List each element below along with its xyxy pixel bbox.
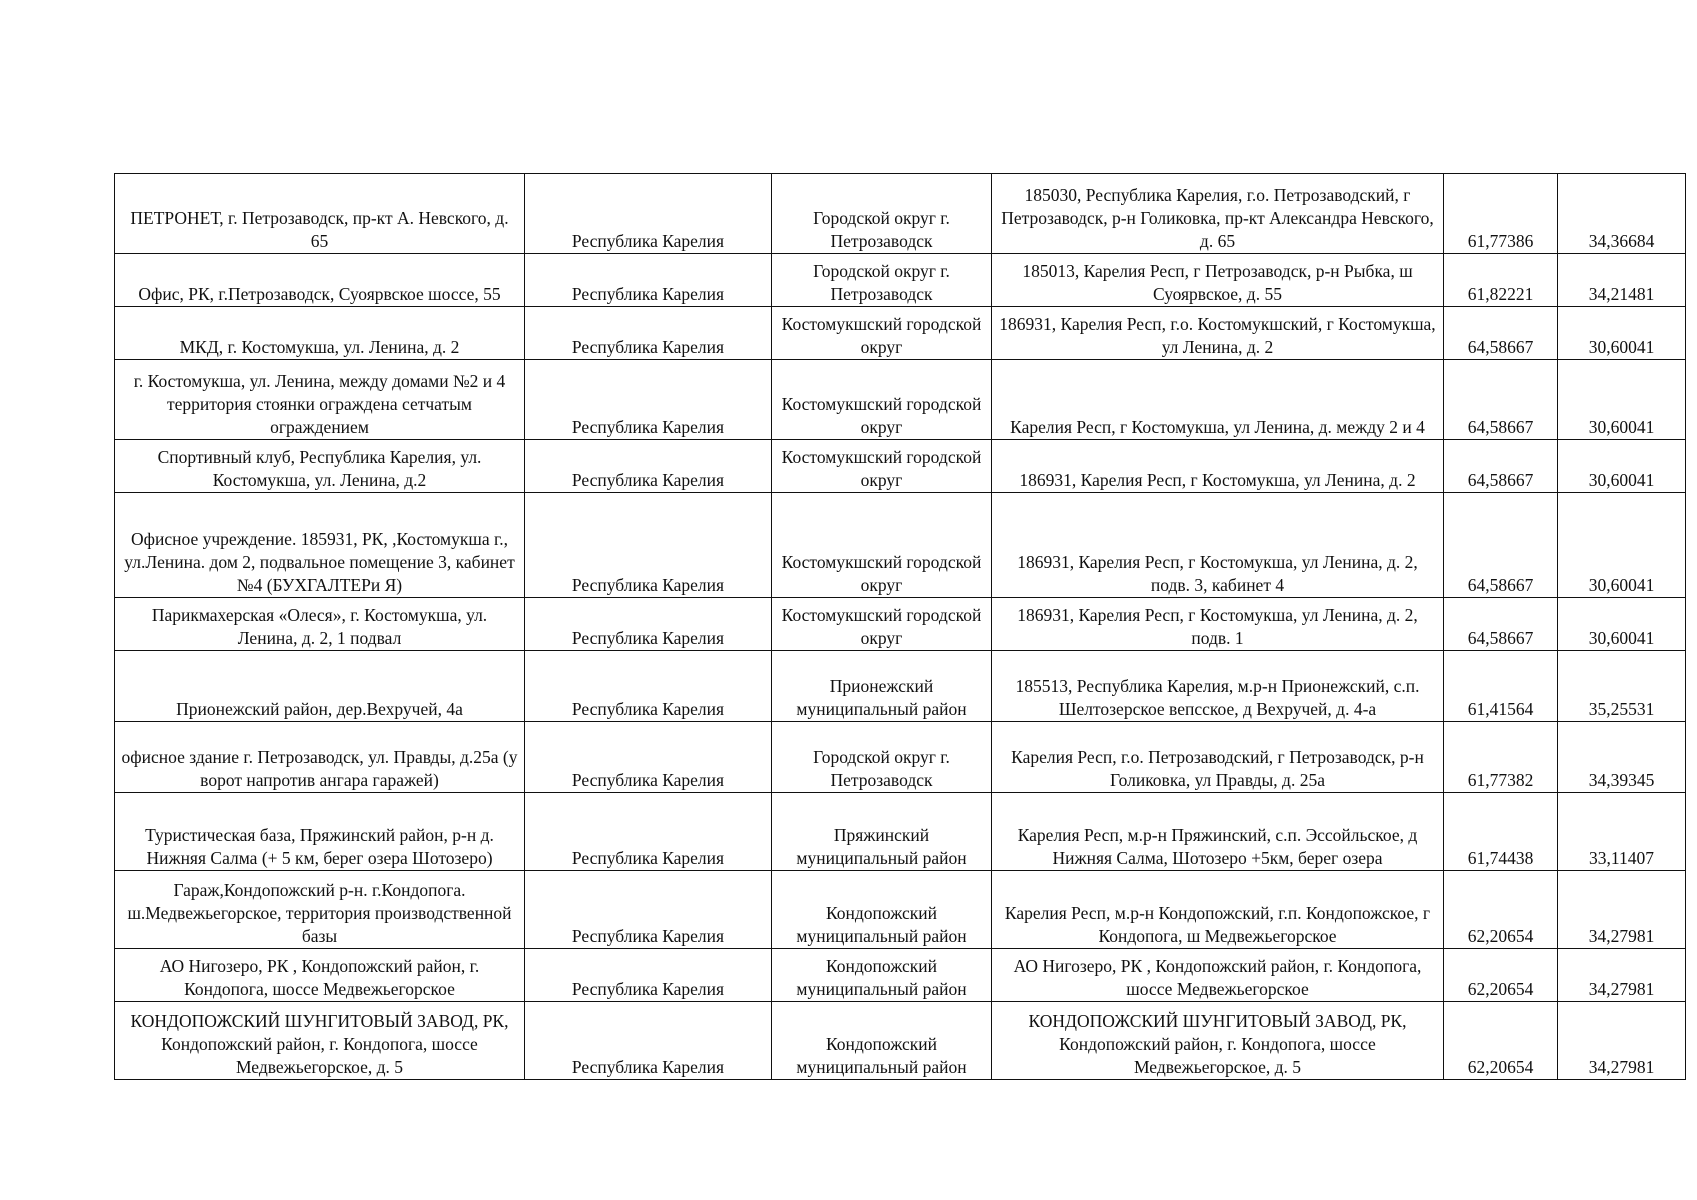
region-cell: Республика Карелия bbox=[525, 307, 772, 360]
table-row bbox=[115, 949, 1686, 1002]
longitude-cell: 34,27981 bbox=[1558, 949, 1686, 1002]
longitude-cell: 30,60041 bbox=[1558, 360, 1686, 440]
district-cell: Кондопожский муниципальный район bbox=[772, 1002, 992, 1080]
document-page bbox=[114, 173, 1686, 1080]
latitude-cell: 61,77382 bbox=[1444, 722, 1558, 793]
address-cell: 186931, Карелия Респ, г.о. Костомукшский, г Костомукша, ул Ленина, д. 2 bbox=[992, 307, 1444, 360]
longitude-cell: 33,11407 bbox=[1558, 793, 1686, 871]
region-cell: Республика Карелия bbox=[525, 493, 772, 598]
latitude-cell: 64,58667 bbox=[1444, 360, 1558, 440]
object-name-cell: Офис, РК, г.Петрозаводск, Суоярвское шоссе, 55 bbox=[115, 254, 525, 307]
latitude-cell: 61,82221 bbox=[1444, 254, 1558, 307]
region-cell: Республика Карелия bbox=[525, 254, 772, 307]
region-cell: Республика Карелия bbox=[525, 871, 772, 949]
region-cell: Республика Карелия bbox=[525, 722, 772, 793]
table-row bbox=[115, 722, 1686, 793]
latitude-cell: 61,77386 bbox=[1444, 174, 1558, 254]
address-cell: 186931, Карелия Респ, г Костомукша, ул Ленина, д. 2, подв. 1 bbox=[992, 598, 1444, 651]
table-row bbox=[115, 493, 1686, 598]
district-cell: Городской округ г. Петрозаводск bbox=[772, 722, 992, 793]
region-cell: Республика Карелия bbox=[525, 174, 772, 254]
longitude-cell: 30,60041 bbox=[1558, 598, 1686, 651]
latitude-cell: 62,20654 bbox=[1444, 1002, 1558, 1080]
object-name-cell: МКД, г. Костомукша, ул. Ленина, д. 2 bbox=[115, 307, 525, 360]
latitude-cell: 61,74438 bbox=[1444, 793, 1558, 871]
table-row bbox=[115, 440, 1686, 493]
latitude-cell: 62,20654 bbox=[1444, 871, 1558, 949]
table-row bbox=[115, 254, 1686, 307]
district-cell: Костомукшский городской округ bbox=[772, 493, 992, 598]
longitude-cell: 30,60041 bbox=[1558, 307, 1686, 360]
table-row bbox=[115, 360, 1686, 440]
district-cell: Прионежский муниципальный район bbox=[772, 651, 992, 722]
district-cell: Пряжинский муниципальный район bbox=[772, 793, 992, 871]
address-cell: Карелия Респ, м.р-н Пряжинский, с.п. Эссойльское, д Нижняя Салма, Шотозеро +5км, берег озера bbox=[992, 793, 1444, 871]
district-cell: Кондопожский муниципальный район bbox=[772, 949, 992, 1002]
object-name-cell: Офисное учреждение. 185931, РК, ,Костомукша г., ул.Ленина. дом 2, подвальное помещение 3, кабинет №4 (БУХГАЛТЕРи Я) bbox=[115, 493, 525, 598]
longitude-cell: 34,39345 bbox=[1558, 722, 1686, 793]
latitude-cell: 64,58667 bbox=[1444, 440, 1558, 493]
latitude-cell: 61,41564 bbox=[1444, 651, 1558, 722]
object-name-cell: Прионежский район, дер.Вехручей, 4а bbox=[115, 651, 525, 722]
object-name-cell: АО Нигозеро, РК , Кондопожский район, г. Кондопога, шоссе Медвежьегорское bbox=[115, 949, 525, 1002]
table-row bbox=[115, 1002, 1686, 1080]
address-cell: 185013, Карелия Респ, г Петрозаводск, р-н Рыбка, ш Суоярвское, д. 55 bbox=[992, 254, 1444, 307]
object-name-cell: г. Костомукша, ул. Ленина, между домами №2 и 4 территория стоянки ограждена сетчатым ограждением bbox=[115, 360, 525, 440]
longitude-cell: 34,21481 bbox=[1558, 254, 1686, 307]
object-name-cell: офисное здание г. Петрозаводск, ул. Правды, д.25а (у ворот напротив ангара гаражей) bbox=[115, 722, 525, 793]
region-cell: Республика Карелия bbox=[525, 949, 772, 1002]
object-name-cell: ПЕТРОНЕТ, г. Петрозаводск, пр-кт А. Невского, д. 65 bbox=[115, 174, 525, 254]
district-cell: Городской округ г. Петрозаводск bbox=[772, 174, 992, 254]
locations-table bbox=[114, 173, 1686, 1080]
address-cell: 185030, Республика Карелия, г.о. Петрозаводский, г Петрозаводск, р-н Голиковка, пр-кт Александра Невского, д. 65 bbox=[992, 174, 1444, 254]
region-cell: Республика Карелия bbox=[525, 440, 772, 493]
object-name-cell: Гараж,Кондопожский р-н. г.Кондопога. ш.Медвежьегорское, территория производственной базы bbox=[115, 871, 525, 949]
object-name-cell: Парикмахерская «Олеся», г. Костомукша, ул. Ленина, д. 2, 1 подвал bbox=[115, 598, 525, 651]
address-cell: АО Нигозеро, РК , Кондопожский район, г. Кондопога, шоссе Медвежьегорское bbox=[992, 949, 1444, 1002]
table-row bbox=[115, 651, 1686, 722]
table-row bbox=[115, 793, 1686, 871]
region-cell: Республика Карелия bbox=[525, 793, 772, 871]
object-name-cell: КОНДОПОЖСКИЙ ШУНГИТОВЫЙ ЗАВОД, РК, Кондопожский район, г. Кондопога, шоссе Медвежьегорское, д. 5 bbox=[115, 1002, 525, 1080]
latitude-cell: 64,58667 bbox=[1444, 307, 1558, 360]
table-row bbox=[115, 307, 1686, 360]
table-body bbox=[115, 174, 1686, 1080]
region-cell: Республика Карелия bbox=[525, 651, 772, 722]
longitude-cell: 35,25531 bbox=[1558, 651, 1686, 722]
district-cell: Костомукшский городской округ bbox=[772, 360, 992, 440]
object-name-cell: Спортивный клуб, Республика Карелия, ул. Костомукша, ул. Ленина, д.2 bbox=[115, 440, 525, 493]
district-cell: Кондопожский муниципальный район bbox=[772, 871, 992, 949]
address-cell: 185513, Республика Карелия, м.р-н Прионежский, с.п. Шелтозерское вепсское, д Вехручей, д. 4-а bbox=[992, 651, 1444, 722]
longitude-cell: 34,27981 bbox=[1558, 871, 1686, 949]
longitude-cell: 30,60041 bbox=[1558, 493, 1686, 598]
district-cell: Костомукшский городской округ bbox=[772, 440, 992, 493]
address-cell: 186931, Карелия Респ, г Костомукша, ул Ленина, д. 2 bbox=[992, 440, 1444, 493]
table-row bbox=[115, 871, 1686, 949]
longitude-cell: 30,60041 bbox=[1558, 440, 1686, 493]
latitude-cell: 64,58667 bbox=[1444, 493, 1558, 598]
region-cell: Республика Карелия bbox=[525, 1002, 772, 1080]
region-cell: Республика Карелия bbox=[525, 598, 772, 651]
longitude-cell: 34,36684 bbox=[1558, 174, 1686, 254]
longitude-cell: 34,27981 bbox=[1558, 1002, 1686, 1080]
table-row bbox=[115, 598, 1686, 651]
latitude-cell: 62,20654 bbox=[1444, 949, 1558, 1002]
address-cell: Карелия Респ, г.о. Петрозаводский, г Петрозаводск, р-н Голиковка, ул Правды, д. 25а bbox=[992, 722, 1444, 793]
object-name-cell: Туристическая база, Пряжинский район, р-н д. Нижняя Салма (+ 5 км, берег озера Шотозеро) bbox=[115, 793, 525, 871]
district-cell: Городской округ г. Петрозаводск bbox=[772, 254, 992, 307]
address-cell: Карелия Респ, м.р-н Кондопожский, г.п. Кондопожское, г Кондопога, ш Медвежьегорское bbox=[992, 871, 1444, 949]
address-cell: КОНДОПОЖСКИЙ ШУНГИТОВЫЙ ЗАВОД, РК, Кондопожский район, г. Кондопога, шоссе Медвежьегорское, д. 5 bbox=[992, 1002, 1444, 1080]
latitude-cell: 64,58667 bbox=[1444, 598, 1558, 651]
address-cell: 186931, Карелия Респ, г Костомукша, ул Ленина, д. 2, подв. 3, кабинет 4 bbox=[992, 493, 1444, 598]
district-cell: Костомукшский городской округ bbox=[772, 598, 992, 651]
district-cell: Костомукшский городской округ bbox=[772, 307, 992, 360]
table-row bbox=[115, 174, 1686, 254]
address-cell: Карелия Респ, г Костомукша, ул Ленина, д. между 2 и 4 bbox=[992, 360, 1444, 440]
region-cell: Республика Карелия bbox=[525, 360, 772, 440]
